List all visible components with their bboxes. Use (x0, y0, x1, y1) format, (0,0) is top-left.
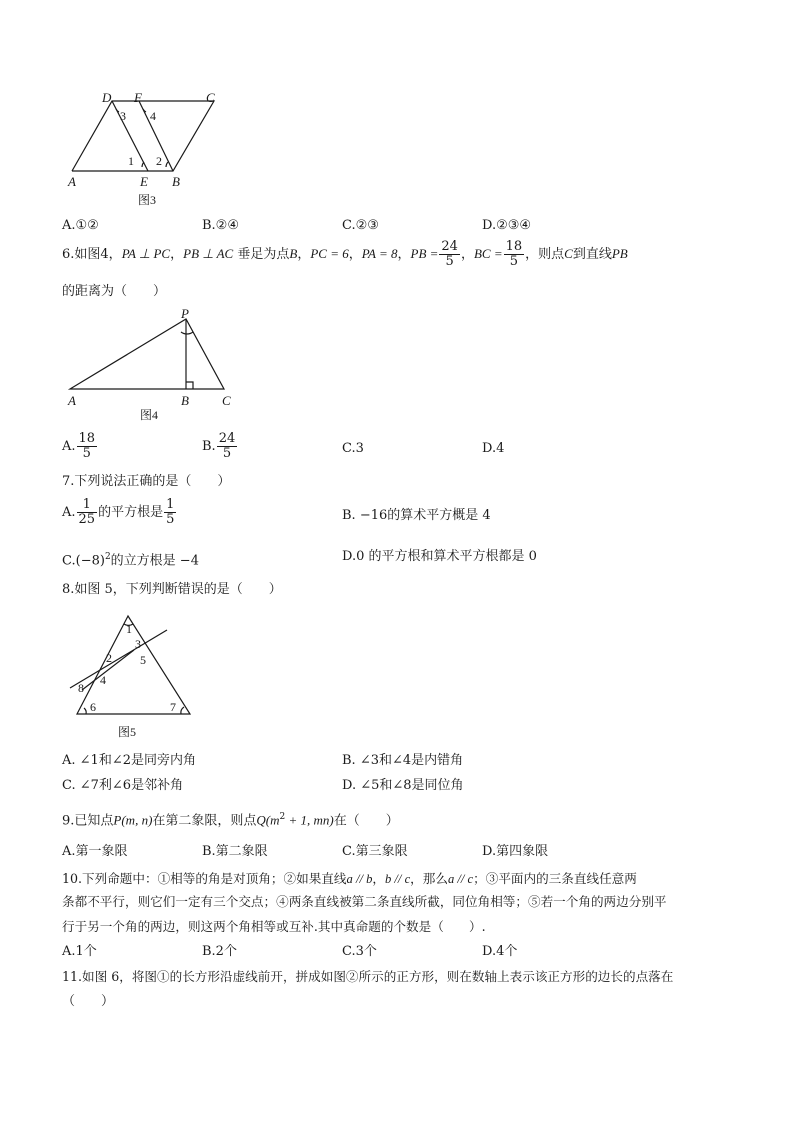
exponent: 2 (104, 552, 111, 562)
q6-point-c: C (564, 246, 573, 261)
option-prefix: B. (202, 439, 216, 454)
q9-stem (62, 808, 399, 830)
angle-1-label: 1 (128, 154, 134, 168)
fraction-numerator: 24 (441, 239, 458, 254)
q6-line-pb: PB (611, 246, 628, 261)
point-b-label: B (181, 393, 189, 408)
q8-option-a[interactable]: A. ∠1和∠2是同旁内角 (62, 753, 196, 768)
q6-cond-pb-perp-ac: PB ⊥ AC (183, 246, 234, 261)
q9-point-p: P(m, n) (113, 812, 153, 828)
figure-4 (62, 305, 247, 427)
figure-4-caption: 图4 (140, 408, 159, 422)
q8-option-c[interactable]: C. ∠7利∠6是邻补角 (62, 778, 184, 793)
angle-6-label: 6 (90, 700, 96, 714)
point-c-label: C (222, 393, 231, 408)
q7-option-a[interactable] (62, 498, 177, 527)
q11-stem-line-2: （ ） (62, 994, 115, 1009)
angle-3-label: 3 (120, 109, 126, 123)
q5-option-d[interactable]: D.②③④ (482, 218, 532, 233)
point-p-label: P (181, 306, 189, 321)
fraction-denominator: 5 (82, 446, 91, 461)
q10-math: a // b (346, 872, 373, 886)
option-prefix: A. (62, 439, 76, 454)
q9-point-q-rest: + 1, mn) (285, 812, 334, 828)
math-expression: (−8) (75, 553, 105, 569)
fraction-denominator: 5 (445, 254, 454, 269)
point-f-label: F (134, 90, 142, 105)
figure-3 (62, 90, 232, 210)
q9-mid-text: 在第二象限，则点 (152, 813, 257, 829)
q6-option-a[interactable] (62, 432, 98, 461)
q7-fraction-1-5 (164, 498, 176, 527)
fraction-numerator: 1 (77, 498, 98, 513)
angle-2-label: 2 (106, 651, 112, 665)
q10-text: ， (372, 871, 385, 886)
angle-8-label: 8 (78, 681, 84, 695)
q8-option-b[interactable]: B. ∠3和∠4是内错角 (342, 753, 464, 768)
q7-fraction-1-25 (77, 498, 98, 527)
angle-4-label: 4 (100, 673, 106, 687)
fraction-numerator: 24 (218, 431, 236, 446)
q6-cond-pa-perp-pc: PA ⊥ PC (121, 246, 171, 261)
q9-option-b[interactable]: B.第二象限 (202, 844, 268, 859)
q10-option-c[interactable]: C.3个 (342, 944, 377, 959)
q9-tail: 在（ ） (333, 813, 399, 829)
q8-option-d[interactable]: D. ∠5和∠8是同位角 (342, 778, 464, 793)
q6-sep: ， (348, 247, 362, 262)
option-text: 的平方根是 (98, 505, 164, 520)
q7-option-d[interactable]: D.0 的平方根和算术平方根都是 0 (342, 549, 537, 564)
fraction-denominator: 5 (166, 512, 175, 527)
option-text: 的立方根是 −4 (110, 553, 199, 569)
q7-option-c[interactable] (62, 548, 199, 570)
q6-foot-text: 垂足为点 (233, 247, 290, 262)
q6-sep: ， (460, 247, 474, 262)
q10-text: 10.下列命题中：①相等的角是对顶角；②如果直线 (62, 871, 347, 886)
q6-option-c[interactable]: C.3 (342, 441, 364, 456)
point-c-label: C (206, 90, 215, 105)
point-a-label: A (68, 393, 76, 408)
q9-option-c[interactable]: C.第三象限 (342, 844, 408, 859)
q10-stem-line-3: 行于另一个角的两边，则这两个角相等或互补.其中真命题的个数是（ ）. (62, 919, 486, 934)
q6-stem-line-1 (62, 240, 628, 269)
q10-option-d[interactable]: D.4个 (482, 944, 518, 959)
q10-math: b // c (384, 872, 411, 886)
q6-tail: ，则点 (525, 247, 565, 262)
q6-bc-fraction (504, 240, 525, 269)
q6-bc-lhs: BC = (473, 246, 503, 261)
angle-1-label: 1 (126, 622, 132, 636)
angle-2-label: 2 (156, 154, 162, 168)
q6-pc-value: PC = 6 (310, 246, 349, 261)
q5-option-a[interactable]: A.①② (62, 218, 99, 233)
q10-stem-line-1 (62, 870, 637, 888)
figure-5 (62, 608, 202, 743)
q6-stem-line-2: 的距离为（ ） (62, 284, 167, 299)
q6-option-b-fraction (217, 432, 238, 461)
q9-lead: 9.已知点 (62, 813, 114, 829)
q6-tail: 到直线 (572, 247, 612, 262)
q6-lead: 6.如图4， (62, 247, 122, 262)
fraction-numerator: 1 (166, 497, 175, 512)
q5-option-b[interactable]: B.②④ (202, 218, 239, 233)
point-a-label: A (68, 174, 76, 189)
q8-stem: 8.如图 5，下列判断错误的是（ ） (62, 582, 282, 597)
figure-3-caption: 图3 (138, 193, 157, 207)
q6-option-d[interactable]: D.4 (482, 441, 505, 456)
q10-text: ，那么 (410, 871, 448, 886)
point-e-label: E (140, 174, 148, 189)
q6-option-a-fraction (77, 432, 98, 461)
q10-math: a // c (447, 872, 474, 886)
q6-pb-fraction (439, 240, 460, 269)
option-prefix: A. (62, 505, 76, 520)
q6-point-b: B (289, 246, 298, 261)
exponent: 2 (279, 812, 286, 822)
q6-option-b[interactable] (202, 432, 238, 461)
fraction-denominator: 25 (78, 512, 96, 527)
q10-stem-line-2: 条都不平行，则它们一定有三个交点；④两条直线被第二条直线所截，同位角相等；⑤若一个角的两边分别平 (62, 894, 667, 909)
q6-sep: ， (297, 247, 311, 262)
q6-sep: ， (170, 247, 184, 262)
q9-option-d[interactable]: D.第四象限 (482, 844, 549, 859)
option-prefix: C. (62, 553, 76, 569)
angle-4-label: 4 (150, 109, 156, 123)
q6-pb-lhs: PB = (410, 246, 439, 261)
figure-5-caption: 图5 (118, 725, 137, 739)
q7-option-b[interactable]: B. −16的算术平方概是 4 (342, 508, 491, 523)
q5-option-c[interactable]: C.②③ (342, 218, 379, 233)
q7-stem: 7.下列说法正确的是（ ） (62, 474, 231, 489)
q10-option-a[interactable]: A.1个 (62, 944, 97, 959)
q6-sep: ， (397, 247, 411, 262)
angle-3-label: 3 (135, 637, 141, 651)
fraction-numerator: 18 (78, 431, 96, 446)
q9-option-a[interactable]: A.第一象限 (62, 844, 128, 859)
fraction-denominator: 5 (509, 254, 519, 269)
q9-point-q: Q(m (256, 812, 280, 828)
q10-text: ；③平面内的三条直线任意两 (473, 871, 637, 886)
point-b-label: B (172, 174, 180, 189)
fraction-numerator: 18 (505, 239, 523, 254)
fraction-denominator: 5 (222, 446, 232, 461)
q11-stem-line-1: 11.如图 6，将图①的长方形沿虚线前开，拼成如图②所示的正方形，则在数轴上表示该正方形的边长的点落在 (62, 969, 674, 984)
angle-7-label: 7 (170, 700, 176, 714)
q10-option-b[interactable]: B.2个 (202, 944, 237, 959)
angle-5-label: 5 (140, 653, 146, 667)
point-d-label: D (102, 90, 112, 105)
q6-pa-value: PA = 8 (361, 246, 398, 261)
